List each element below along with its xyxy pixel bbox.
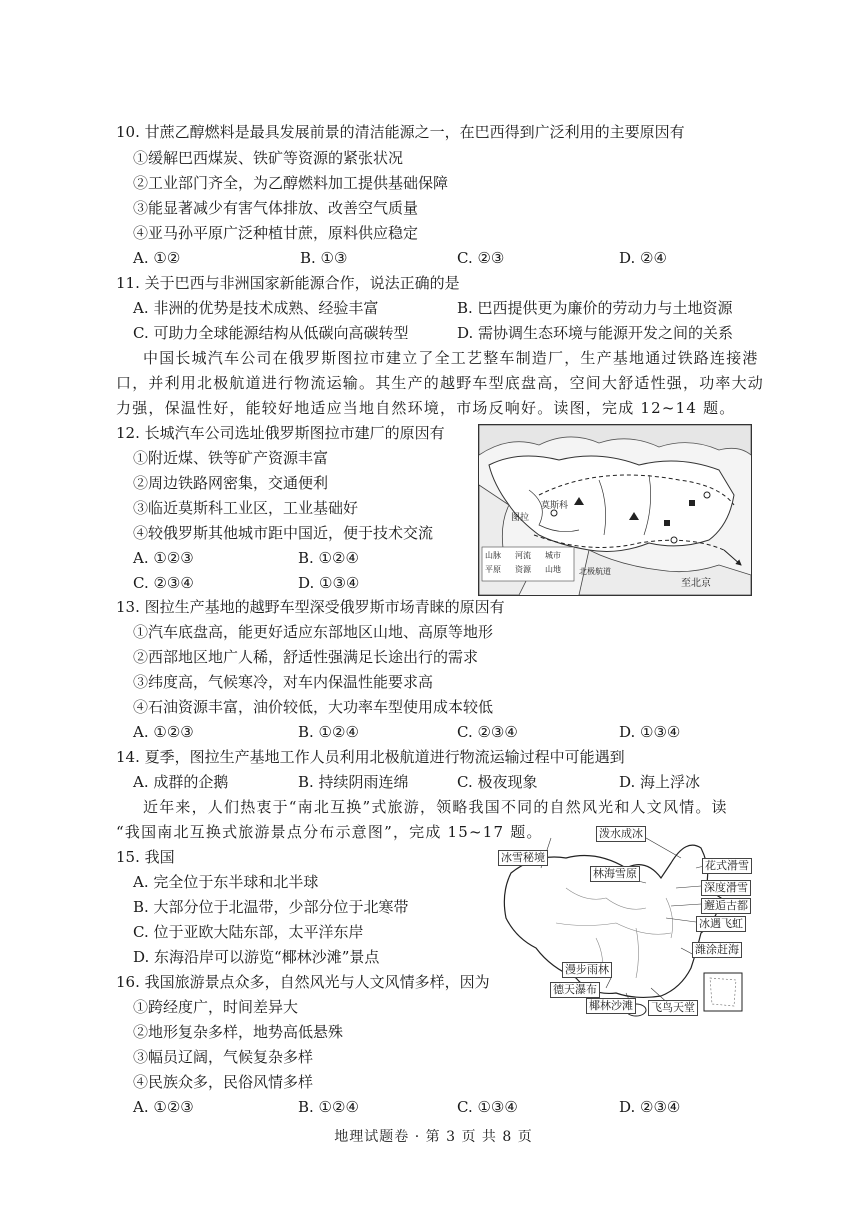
- map2-label-10: 德天瀑布: [550, 982, 600, 998]
- q12-item-4: ④较俄罗斯其他城市距中国近，便于技术交流: [133, 524, 434, 542]
- q15-option-b: B. 大部分位于北温带，少部分位于北寒带: [133, 898, 409, 916]
- q13-option-d: D. ①③④: [619, 723, 681, 741]
- q10-stem: 10. 甘蔗乙醇燃料是最具发展前景的清洁能源之一，在巴西得到广泛利用的主要原因有: [116, 123, 685, 141]
- q16-item-2: ②地形复杂多样，地势高低悬殊: [133, 1023, 344, 1041]
- q12-option-d: D. ①③④: [298, 574, 360, 592]
- legend-mountain: 山脉: [485, 551, 501, 560]
- passage1-line-3: 力强，保温性好，能较好地适应当地自然环境，市场反响好。读图，完成 12~14 题。: [116, 399, 736, 417]
- q13-option-c: C. ②③④: [457, 723, 518, 741]
- q14-option-c: C. 极夜现象: [457, 773, 538, 791]
- map1-label-tula: 图拉: [511, 513, 530, 523]
- q11-option-a: A. 非洲的优势是技术成熟、经验丰富: [133, 299, 379, 317]
- legend-plain: 平原: [485, 565, 501, 574]
- passage1-line-1: 中国长城汽车公司在俄罗斯图拉市建立了全工艺整车制造厂，生产基地通过铁路连接港: [143, 349, 759, 367]
- map2-label-1: 泼水成冰: [596, 826, 646, 842]
- map2-label-3: 林海雪原: [590, 866, 640, 882]
- q11-option-b: B. 巴西提供更为廉价的劳动力与土地资源: [457, 299, 733, 317]
- q13-option-a: A. ①②③: [133, 723, 194, 741]
- q15-option-a: A. 完全位于东半球和北半球: [133, 873, 319, 891]
- q10-option-c: C. ②③: [457, 249, 505, 267]
- map1-arrow-label: 至北京: [681, 578, 711, 589]
- q13-item-3: ③纬度高，气候寒冷，对车内保温性能要求高: [133, 673, 434, 691]
- q16-option-d: D. ②③④: [619, 1098, 681, 1116]
- page-footer: 地理试题卷 · 第 3 页 共 8 页: [334, 1129, 533, 1145]
- map2-label-4: 花式滑雪: [702, 858, 752, 874]
- map1-label-moscow: 莫斯科: [541, 501, 569, 511]
- q10-item-3: ③能显著减少有害气体排放、改善空气质量: [133, 199, 419, 217]
- q12-item-2: ②周边铁路网密集，交通便利: [133, 474, 329, 492]
- q16-item-4: ④民族众多，民俗风情多样: [133, 1073, 314, 1091]
- q16-option-b: B. ①②④: [298, 1098, 359, 1116]
- q11-stem: 11. 关于巴西与非洲国家新能源合作，说法正确的是: [116, 274, 460, 292]
- q11-option-c: C. 可助力全球能源结构从低碳向高碳转型: [133, 324, 409, 342]
- q11-option-d: D. 需协调生态环境与能源开发之间的关系: [457, 324, 734, 342]
- map2-label-9: 漫步雨林: [562, 962, 612, 978]
- q15-stem: 15. 我国: [116, 848, 175, 866]
- q12-stem: 12. 长城汽车公司选址俄罗斯图拉市建厂的原因有: [116, 424, 445, 442]
- q16-item-1: ①跨经度广，时间差异大: [133, 998, 299, 1016]
- map2-label-7: 冰遇飞虹: [696, 916, 746, 932]
- china-map: [496, 828, 758, 1020]
- q14-option-d: D. 海上浮冰: [619, 773, 701, 791]
- q10-item-4: ④亚马孙平原广泛种植甘蔗，原料供应稳定: [133, 224, 419, 242]
- map2-label-6: 邂逅古都: [701, 898, 751, 914]
- map2-label-12: 飞鸟天堂: [648, 1000, 698, 1016]
- q12-option-b: B. ①②④: [298, 549, 359, 567]
- q16-stem: 16. 我国旅游景点众多，自然风光与人文风情多样，因为: [116, 973, 490, 991]
- q14-option-a: A. 成群的企鹅: [133, 773, 229, 791]
- map2-label-2: 冰雪秘境: [498, 850, 548, 866]
- q15-option-d: D. 东海沿岸可以游览“椰林沙滩”景点: [133, 948, 380, 966]
- map2-label-11: 椰林沙滩: [586, 998, 636, 1014]
- legend-river: 河流: [515, 551, 531, 560]
- russia-map: [478, 424, 752, 596]
- q13-option-b: B. ①②④: [298, 723, 359, 741]
- legend-arctic-route: 北极航道: [579, 567, 611, 576]
- q10-option-b: B. ①③: [300, 249, 348, 267]
- q12-item-1: ①附近煤、铁等矿产资源丰富: [133, 449, 329, 467]
- q12-item-3: ③临近莫斯科工业区，工业基础好: [133, 499, 359, 517]
- q10-item-1: ①缓解巴西煤炭、铁矿等资源的紧张状况: [133, 149, 404, 167]
- map2-label-8: 潍涂赶海: [692, 942, 742, 958]
- q10-option-a: A. ①②: [133, 249, 181, 267]
- q10-option-d: D. ②④: [619, 249, 667, 267]
- q12-option-a: A. ①②③: [133, 549, 194, 567]
- q16-option-a: A. ①②③: [133, 1098, 194, 1116]
- passage2-line-1: 近年来，人们热衷于“南北互换”式旅游，领略我国不同的自然风光和人文风情。读: [143, 798, 728, 816]
- q14-stem: 14. 夏季，图拉生产基地工作人员利用北极航道进行物流运输过程中可能遇到: [116, 748, 625, 766]
- legend-mountain-land: 山地: [545, 565, 561, 574]
- q13-item-1: ①汽车底盘高，能更好适应东部地区山地、高原等地形: [133, 623, 494, 641]
- q13-item-2: ②西部地区地广人稀，舒适性强满足长途出行的需求: [133, 648, 479, 666]
- legend-resource: 资源: [515, 565, 531, 574]
- q16-item-3: ③幅员辽阔，气候复杂多样: [133, 1048, 314, 1066]
- q12-option-c: C. ②③④: [133, 574, 194, 592]
- q15-option-c: C. 位于亚欧大陆东部，太平洋东岸: [133, 923, 364, 941]
- legend-city: 城市: [545, 551, 561, 560]
- map2-label-5: 深度滑雪: [701, 880, 751, 896]
- q13-item-4: ④石油资源丰富，油价较低，大功率车型使用成本较低: [133, 698, 494, 716]
- q13-stem: 13. 图拉生产基地的越野车型深受俄罗斯市场青睐的原因有: [116, 598, 505, 616]
- passage2-line-2: “我国南北互换式旅游景点分布示意图”，完成 15~17 题。: [116, 823, 543, 841]
- passage1-line-2: 口，并利用北极航道进行物流运输。其生产的越野车型底盘高，空间大舒适性强，功率大动: [116, 374, 765, 392]
- q16-option-c: C. ①③④: [457, 1098, 518, 1116]
- q10-item-2: ②工业部门齐全，为乙醇燃料加工提供基础保障: [133, 174, 449, 192]
- q14-option-b: B. 持续阴雨连绵: [298, 773, 409, 791]
